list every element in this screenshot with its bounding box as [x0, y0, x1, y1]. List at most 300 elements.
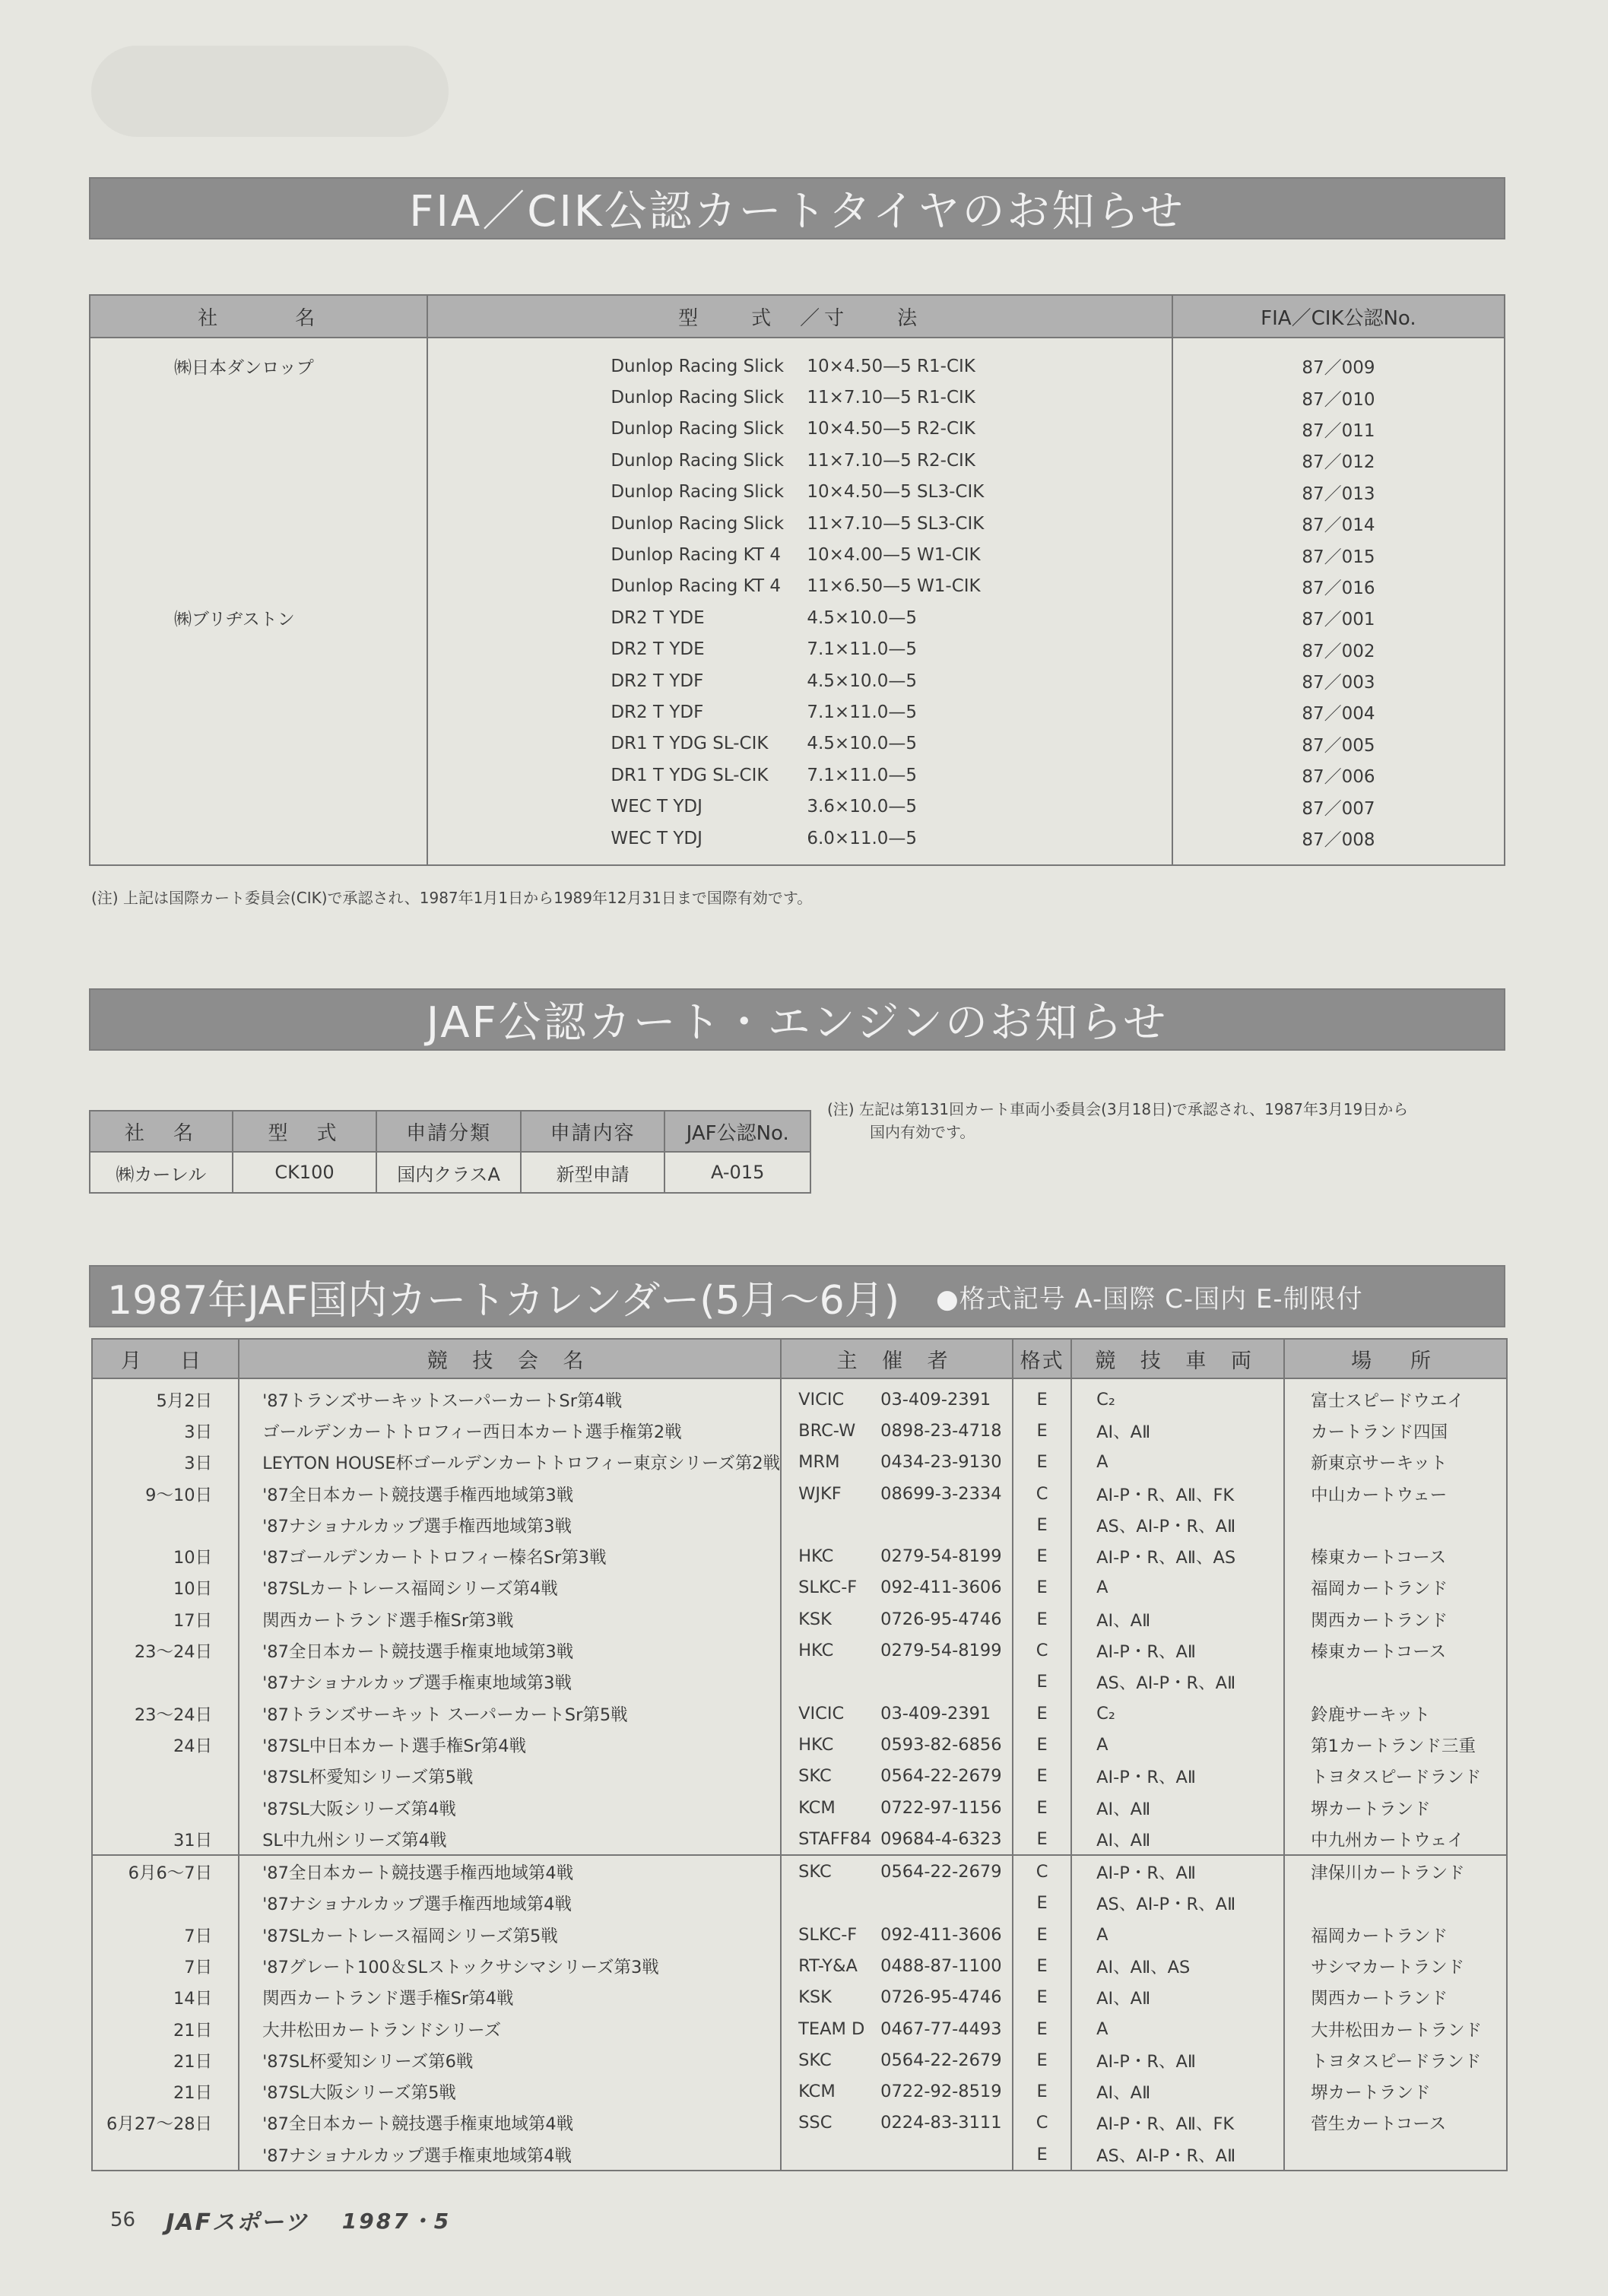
engine-content: 新型申請 [521, 1152, 665, 1193]
cal-header-event: 競 技 会 名 [239, 1339, 781, 1378]
tire-model-name: Dunlop Racing Slick [611, 513, 785, 534]
cal-header-vehicle: 競 技 車 両 [1071, 1339, 1284, 1378]
tire-row [90, 414, 1505, 445]
tire-model-size: 7.1×11.0—5 [807, 639, 918, 660]
cal-date: 10日 [92, 1540, 239, 1571]
tire-section-title: FIA／CIK公認カートタイヤのお知らせ [409, 187, 1185, 236]
engine-note-line2: 国内有効です。 [870, 1123, 975, 1141]
cal-vehicle: A [1071, 1729, 1284, 1760]
cal-vehicle: C₂ [1071, 1698, 1284, 1729]
cal-vehicle: C₂ [1071, 1378, 1284, 1415]
calendar-row [92, 2107, 1507, 2139]
cal-date: 21日 [92, 2013, 239, 2044]
cal-organizer-tel: 0467-77-4493 [880, 2019, 1002, 2039]
cal-event: '87SLカートレース福岡シリーズ第5戦 [239, 1919, 781, 1950]
cal-place: 福岡カートランド [1284, 1919, 1507, 1950]
cal-organizer [781, 1447, 1013, 1478]
tire-model-name: WEC T YDJ [611, 828, 703, 848]
tire-model-name: DR1 T YDG SL-CIK [611, 765, 769, 785]
tire-model-name: Dunlop Racing Slick [611, 419, 785, 439]
tire-model-size: 11×6.50—5 W1-CIK [807, 576, 981, 597]
cal-organizer-tel: 08699-3-2334 [880, 1483, 1002, 1504]
tire-model [427, 665, 1172, 696]
cal-place [1284, 1888, 1507, 1919]
cal-vehicle: AⅠ、AⅡ [1071, 1603, 1284, 1635]
cal-event: '87トランズサーキットスーパーカートSr第4戦 [239, 1378, 781, 1415]
cal-event: '87SL大阪シリーズ第4戦 [239, 1792, 781, 1823]
cal-format: E [1013, 1792, 1071, 1823]
tire-maker: ㈱日本ダンロップ [90, 338, 427, 382]
tire-row [90, 338, 1505, 382]
tire-model-name: DR1 T YDG SL-CIK [611, 734, 769, 754]
cal-place: 富士スピードウエイ [1284, 1378, 1507, 1415]
tire-approval-no: 87／010 [1172, 382, 1505, 413]
tire-maker [90, 571, 427, 602]
calendar-row [92, 1447, 1507, 1478]
tire-row [90, 823, 1505, 865]
tire-model [427, 696, 1172, 728]
cal-organizer-tel: 0224-83-3111 [880, 2113, 1002, 2133]
cal-organizer [781, 2076, 1013, 2107]
cal-organizer [781, 1540, 1013, 1571]
cal-organizer [781, 1729, 1013, 1760]
cal-organizer-tel: 0564-22-2679 [880, 1862, 1002, 1882]
cal-place: 榛東カートコース [1284, 1635, 1507, 1666]
cal-date: 24日 [92, 1729, 239, 1760]
cal-event: '87ナショナルカップ選手権西地域第3戦 [239, 1509, 781, 1540]
faded-print-mark [91, 46, 449, 137]
cal-vehicle: AⅠ、AⅡ [1071, 1823, 1284, 1855]
tire-note: (注) 上記は国際カート委員会(CIK)で承認され、1987年1月1日から1989年12月31日まで国際有効です。 [91, 889, 813, 907]
cal-date: 3日 [92, 1415, 239, 1446]
cal-organizer-tel: 0726-95-4746 [880, 1987, 1002, 2008]
calendar-row [92, 1635, 1507, 1666]
cal-header-fmt: 格式 [1013, 1339, 1071, 1378]
tire-model-size: 10×4.50—5 R2-CIK [807, 419, 975, 439]
tire-model [427, 728, 1172, 760]
cal-event: '87全日本カート競技選手権西地域第4戦 [239, 1855, 781, 1887]
cal-format: E [1013, 1950, 1071, 1981]
tire-approval-no: 87／006 [1172, 760, 1505, 791]
cal-place: 津保川カートランド [1284, 1855, 1507, 1887]
tire-model-size: 10×4.50—5 SL3-CIK [807, 482, 985, 503]
cal-organizer-tel: 09684-4-6323 [880, 1828, 1002, 1849]
engine-header-maker: 社 名 [90, 1111, 233, 1152]
cal-date: 7日 [92, 1950, 239, 1981]
cal-date: 21日 [92, 2044, 239, 2076]
cal-header-date: 月 日 [92, 1339, 239, 1378]
cal-organizer [781, 1572, 1013, 1603]
cal-organizer-name: BRC-W [798, 1420, 856, 1441]
tire-model-size: 10×4.50—5 R1-CIK [807, 356, 975, 376]
cal-vehicle: AⅠ、AⅡ、AS [1071, 1950, 1284, 1981]
cal-format: E [1013, 1888, 1071, 1919]
tire-model [427, 508, 1172, 539]
cal-vehicle: AⅠ-P・R、AⅡ [1071, 1855, 1284, 1887]
cal-format: E [1013, 2076, 1071, 2107]
page-number: 56 [110, 2209, 136, 2231]
tire-maker [90, 634, 427, 665]
tire-model-name: Dunlop Racing Slick [611, 482, 785, 503]
tire-maker [90, 760, 427, 791]
cal-format: E [1013, 1761, 1071, 1792]
cal-event: '87SL杯愛知シリーズ第5戦 [239, 1761, 781, 1792]
cal-date: 3日 [92, 1447, 239, 1478]
cal-date: 23〜24日 [92, 1698, 239, 1729]
cal-date: 5月2日 [92, 1378, 239, 1415]
tire-approval-no: 87／005 [1172, 728, 1505, 760]
tire-approval-no: 87／002 [1172, 634, 1505, 665]
cal-organizer-tel: 03-409-2391 [880, 1389, 991, 1410]
magazine-name: JAFスポーツ [166, 2209, 309, 2236]
tire-row [90, 508, 1505, 539]
tire-model-name: Dunlop Racing Slick [611, 388, 785, 408]
cal-organizer [781, 1982, 1013, 2013]
tire-table-header [90, 295, 1505, 338]
calendar-row [92, 1823, 1507, 1855]
cal-organizer-tel: 0279-54-8199 [880, 1546, 1002, 1567]
tire-model-size: 11×7.10—5 R2-CIK [807, 450, 975, 471]
tire-approval-no: 87／001 [1172, 602, 1505, 633]
engine-header-no: JAF公認No. [664, 1111, 810, 1152]
cal-format: E [1013, 1729, 1071, 1760]
cal-vehicle: AⅠ、AⅡ [1071, 1982, 1284, 2013]
cal-organizer-name: SKC [798, 1862, 832, 1882]
cal-organizer-name: SLKC-F [798, 1578, 858, 1598]
cal-organizer [781, 1378, 1013, 1415]
tire-model-name: DR2 T YDF [611, 671, 704, 691]
calendar-row [92, 1729, 1507, 1760]
cal-organizer [781, 1792, 1013, 1823]
cal-organizer [781, 1478, 1013, 1509]
tire-model [427, 634, 1172, 665]
cal-format: E [1013, 1919, 1071, 1950]
cal-place: トヨタスピードランド [1284, 1761, 1507, 1792]
cal-organizer-tel: 0434-23-9130 [880, 1452, 1002, 1473]
tire-row [90, 696, 1505, 728]
cal-vehicle: A [1071, 1572, 1284, 1603]
cal-vehicle: AⅠ-P・R、AⅡ [1071, 2044, 1284, 2076]
tire-model [427, 382, 1172, 413]
tire-maker [90, 665, 427, 696]
tire-model [427, 338, 1172, 382]
tire-header-no: FIA／CIK公認No. [1172, 295, 1505, 338]
cal-event: '87ナショナルカップ選手権東地域第3戦 [239, 1667, 781, 1698]
cal-format: E [1013, 2013, 1071, 2044]
cal-organizer [781, 1509, 1013, 1540]
cal-organizer [781, 2139, 1013, 2171]
tire-model-size: 7.1×11.0—5 [807, 765, 918, 785]
tire-model [427, 571, 1172, 602]
cal-event: '87グレート100＆SLストックサシマシリーズ第3戦 [239, 1950, 781, 1981]
cal-organizer-tel: 0564-22-2679 [880, 2050, 1002, 2070]
tire-header-model: 型 式 ／寸 法 [427, 295, 1172, 338]
engine-section-title: JAF公認カート・エンジンのお知らせ [426, 998, 1169, 1048]
tire-section-banner [89, 177, 1505, 239]
tire-row [90, 728, 1505, 760]
tire-maker [90, 539, 427, 570]
cal-format: C [1013, 1478, 1071, 1509]
cal-organizer-name: RT-Y&A [798, 1955, 858, 1976]
tire-model [427, 791, 1172, 822]
tire-header-maker: 社 名 [90, 295, 427, 338]
cal-format: E [1013, 1823, 1071, 1855]
cal-format: E [1013, 1415, 1071, 1446]
cal-vehicle: AⅠ-P・R、AⅡ、FK [1071, 2107, 1284, 2139]
calendar-row [92, 1572, 1507, 1603]
tire-model-size: 11×7.10—5 SL3-CIK [807, 513, 985, 534]
cal-date: 10日 [92, 1572, 239, 1603]
cal-format: E [1013, 1982, 1071, 2013]
calendar-row [92, 2139, 1507, 2171]
tire-model-size: 10×4.00—5 W1-CIK [807, 545, 981, 566]
cal-organizer [781, 1761, 1013, 1792]
cal-organizer-name: HKC [798, 1546, 834, 1567]
cal-header-org: 主 催 者 [781, 1339, 1013, 1378]
cal-organizer-tel: 0279-54-8199 [880, 1641, 1002, 1661]
cal-organizer-tel: 0488-87-1100 [880, 1955, 1002, 1976]
cal-vehicle: AⅠ-P・R、AⅡ、FK [1071, 1478, 1284, 1509]
tire-model [427, 477, 1172, 508]
cal-date [92, 1509, 239, 1540]
cal-organizer-tel: 0726-95-4746 [880, 1609, 1002, 1629]
cal-organizer-name: TEAM D [798, 2019, 865, 2039]
cal-event: '87SL大阪シリーズ第5戦 [239, 2076, 781, 2107]
cal-vehicle: AⅠ、AⅡ [1071, 1792, 1284, 1823]
cal-place: 福岡カートランド [1284, 1572, 1507, 1603]
tire-maker: ㈱ブリヂストン [90, 602, 427, 633]
cal-organizer [781, 1855, 1013, 1887]
engine-maker: ㈱カーレル [90, 1152, 233, 1193]
tire-table [89, 294, 1505, 866]
calendar-section-banner [89, 1265, 1505, 1327]
tire-maker [90, 791, 427, 822]
cal-place: 中山カートウェー [1284, 1478, 1507, 1509]
calendar-row [92, 1603, 1507, 1635]
tire-model-size: 7.1×11.0—5 [807, 702, 918, 722]
calendar-row [92, 1919, 1507, 1950]
engine-header-content: 申請内容 [521, 1111, 665, 1152]
tire-model-name: DR2 T YDE [611, 607, 705, 628]
engine-section-banner [89, 988, 1505, 1051]
cal-vehicle: AⅠ-P・R、AⅡ、AS [1071, 1540, 1284, 1571]
cal-date: 6月6〜7日 [92, 1855, 239, 1887]
tire-model-size: 11×7.10—5 R1-CIK [807, 388, 975, 408]
tire-model-name: Dunlop Racing KT 4 [611, 545, 781, 566]
cal-organizer [781, 2107, 1013, 2139]
cal-place [1284, 2139, 1507, 2171]
engine-row [90, 1152, 810, 1193]
cal-vehicle: AⅠ、AⅡ [1071, 2076, 1284, 2107]
cal-header-place: 場 所 [1284, 1339, 1507, 1378]
calendar-row [92, 1415, 1507, 1446]
tire-row [90, 602, 1505, 633]
cal-organizer-tel: 0898-23-4718 [880, 1420, 1002, 1441]
tire-approval-no: 87／008 [1172, 823, 1505, 865]
cal-event: ゴールデンカートトロフィー西日本カート選手権第2戦 [239, 1415, 781, 1446]
engine-table [89, 1110, 811, 1194]
cal-event: '87全日本カート競技選手権東地域第4戦 [239, 2107, 781, 2139]
tire-row [90, 539, 1505, 570]
cal-organizer-name: KSK [798, 1987, 832, 2008]
tire-model-name: DR2 T YDE [611, 639, 705, 660]
cal-format: E [1013, 1572, 1071, 1603]
tire-approval-no: 87／007 [1172, 791, 1505, 822]
cal-vehicle: AS、AⅠ-P・R、AⅡ [1071, 2139, 1284, 2171]
cal-format: E [1013, 1540, 1071, 1571]
cal-vehicle: AS、AⅠ-P・R、AⅡ [1071, 1667, 1284, 1698]
engine-note [827, 1098, 1408, 1143]
tire-approval-no: 87／016 [1172, 571, 1505, 602]
calendar-row [92, 1792, 1507, 1823]
tire-row [90, 477, 1505, 508]
cal-event: '87トランズサーキット スーパーカートSr第5戦 [239, 1698, 781, 1729]
cal-organizer-tel: 092-411-3606 [880, 1924, 1002, 1945]
cal-format: E [1013, 1603, 1071, 1635]
engine-model: CK100 [233, 1152, 377, 1193]
engine-class: 国内クラスA [376, 1152, 521, 1193]
tire-row [90, 634, 1505, 665]
cal-organizer [781, 1888, 1013, 1919]
cal-date [92, 1667, 239, 1698]
cal-date: 17日 [92, 1603, 239, 1635]
cal-event: '87SLカートレース福岡シリーズ第4戦 [239, 1572, 781, 1603]
cal-vehicle: AS、AⅠ-P・R、AⅡ [1071, 1888, 1284, 1919]
cal-format: C [1013, 1635, 1071, 1666]
cal-organizer [781, 1919, 1013, 1950]
calendar-legend: ●格式記号 A-国際 C-国内 E-制限付 [936, 1283, 1363, 1314]
calendar-row [92, 2013, 1507, 2044]
cal-vehicle: A [1071, 1447, 1284, 1478]
cal-date: 21日 [92, 2076, 239, 2107]
cal-organizer [781, 1667, 1013, 1698]
cal-organizer-tel: 0722-92-8519 [880, 2082, 1002, 2102]
page-footer [110, 2203, 451, 2237]
cal-organizer-tel: 092-411-3606 [880, 1578, 1002, 1598]
cal-place: 第1カートランド三重 [1284, 1729, 1507, 1760]
cal-event: 関西カートランド選手権Sr第4戦 [239, 1982, 781, 2013]
cal-event: '87全日本カート競技選手権東地域第3戦 [239, 1635, 781, 1666]
cal-place: カートランド四国 [1284, 1415, 1507, 1446]
cal-event: '87ゴールデンカートトロフィー榛名Sr第3戦 [239, 1540, 781, 1571]
calendar-row [92, 1855, 1507, 1887]
calendar-row [92, 1761, 1507, 1792]
engine-note-line1: (注) 左記は第131回カート車両小委員会(3月18日)で承認され、1987年3月19日から [827, 1100, 1409, 1118]
cal-organizer [781, 1603, 1013, 1635]
cal-organizer-name: SKC [798, 1766, 832, 1787]
tire-model-name: Dunlop Racing Slick [611, 356, 785, 376]
tire-model-size: 4.5×10.0—5 [807, 734, 918, 754]
calendar-row [92, 1509, 1507, 1540]
cal-place: 榛東カートコース [1284, 1540, 1507, 1571]
calendar-row [92, 1698, 1507, 1729]
tire-maker [90, 508, 427, 539]
tire-model [427, 602, 1172, 633]
tire-row [90, 791, 1505, 822]
calendar-row [92, 1982, 1507, 2013]
cal-date: 23〜24日 [92, 1635, 239, 1666]
calendar-row [92, 2044, 1507, 2076]
cal-place [1284, 1509, 1507, 1540]
tire-row [90, 760, 1505, 791]
cal-place: トヨタスピードランド [1284, 2044, 1507, 2076]
cal-organizer-name: KCM [798, 1797, 836, 1818]
cal-event: SL中九州シリーズ第4戦 [239, 1823, 781, 1855]
tire-maker [90, 414, 427, 445]
calendar-row [92, 1667, 1507, 1698]
cal-event: '87ナショナルカップ選手権西地域第4戦 [239, 1888, 781, 1919]
cal-vehicle: A [1071, 2013, 1284, 2044]
tire-maker [90, 445, 427, 476]
engine-no: A-015 [664, 1152, 810, 1193]
engine-table-header [90, 1111, 810, 1152]
cal-organizer-name: KCM [798, 2082, 836, 2102]
tire-row [90, 382, 1505, 413]
cal-vehicle: AⅠ、AⅡ [1071, 1415, 1284, 1446]
calendar-row [92, 1950, 1507, 1981]
cal-organizer-tel: 0564-22-2679 [880, 1766, 1002, 1787]
cal-organizer-tel: 03-409-2391 [880, 1703, 991, 1724]
tire-model-name: WEC T YDJ [611, 797, 703, 817]
issue-label: 1987・5 [341, 2209, 452, 2234]
cal-place: 鈴鹿サーキット [1284, 1698, 1507, 1729]
cal-format: E [1013, 1378, 1071, 1415]
cal-organizer [781, 1698, 1013, 1729]
tire-maker [90, 823, 427, 865]
tire-maker [90, 728, 427, 760]
calendar-table [91, 1338, 1508, 2171]
cal-vehicle: AS、AⅠ-P・R、AⅡ [1071, 1509, 1284, 1540]
calendar-row [92, 1378, 1507, 1415]
tire-model-size: 4.5×10.0—5 [807, 671, 918, 691]
cal-date [92, 1761, 239, 1792]
tire-model [427, 539, 1172, 570]
cal-organizer-name: VICIC [798, 1389, 845, 1410]
cal-format: E [1013, 2044, 1071, 2076]
cal-date: 14日 [92, 1982, 239, 2013]
cal-format: E [1013, 1698, 1071, 1729]
tire-approval-no: 87／009 [1172, 338, 1505, 382]
calendar-row [92, 1478, 1507, 1509]
engine-header-model: 型 式 [233, 1111, 377, 1152]
calendar-row [92, 1540, 1507, 1571]
cal-place: 新東京サーキット [1284, 1447, 1507, 1478]
tire-approval-no: 87／003 [1172, 665, 1505, 696]
cal-event: '87全日本カート競技選手権西地域第3戦 [239, 1478, 781, 1509]
cal-organizer-name: HKC [798, 1641, 834, 1661]
tire-model-name: Dunlop Racing KT 4 [611, 576, 781, 597]
cal-organizer-name: SSC [798, 2113, 833, 2133]
cal-format: E [1013, 2139, 1071, 2171]
tire-maker [90, 696, 427, 728]
tire-model [427, 414, 1172, 445]
cal-organizer-name: SLKC-F [798, 1924, 858, 1945]
cal-date: 7日 [92, 1919, 239, 1950]
cal-format: E [1013, 1509, 1071, 1540]
cal-organizer [781, 1950, 1013, 1981]
cal-format: C [1013, 2107, 1071, 2139]
cal-organizer-tel: 0593-82-6856 [880, 1734, 1002, 1755]
tire-model-name: Dunlop Racing Slick [611, 450, 785, 471]
calendar-row [92, 1888, 1507, 1919]
tire-row [90, 571, 1505, 602]
engine-header-class: 申請分類 [376, 1111, 521, 1152]
cal-organizer-name: KSK [798, 1609, 832, 1629]
cal-format: E [1013, 1447, 1071, 1478]
cal-organizer [781, 1823, 1013, 1855]
cal-event: '87ナショナルカップ選手権東地域第4戦 [239, 2139, 781, 2171]
tire-model [427, 760, 1172, 791]
